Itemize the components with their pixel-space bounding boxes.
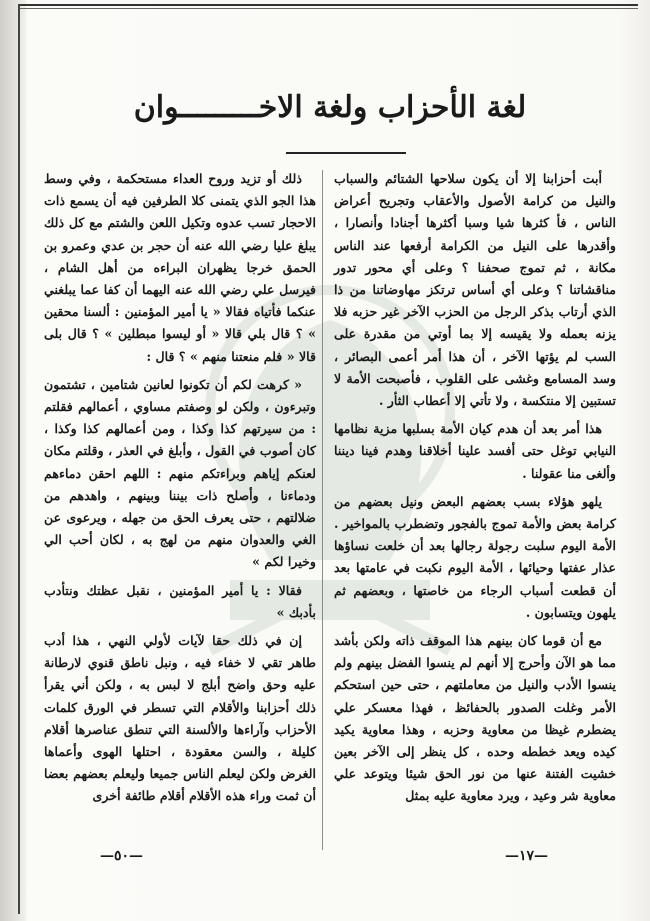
paragraph: فقالا : يا أمير المؤمنين ، نقبل عظتك ونتأدب بأدبك »: [44, 582, 316, 620]
paragraph: مع أن قوما كان بينهم هذا الموقف ذاته ولكن بأشد مما هو الآن وأحرج إلا أنهم لم ينسوا الفضل بينهم ولم ينسوا الأدب والنيل من معاملتهم ، حتى حين استحكم الأمر وغلت الصدور بالحفائظ ، فهذا معسكر علي يضطرم غيظا من معاوية وحزبه ، وهذا معاوية يكيد كيده ويعد خططه وحده ، كل ينظر إلى الآخر بعين خشيت الفتنة عنها من نور الحق شيئا ويتوعد علي معاوية شر وعيد ، ويرد معاوية عليه بمثل: [334, 633, 616, 804]
page-number-left: —٥٠—: [100, 848, 144, 864]
page-binding-shadow: [0, 0, 26, 921]
paragraph: ذلك أو تزيد وروح العداء مستحكمة ، وفي وسط هذا الجو الذي يتمنى كلا الطرفين فيه أن يسمع ذات الاحجار تسب عدوه وتكيل اللعن والشتم مع كل ذلك يبلغ عليا رضي الله عنه أن حجر بن عدي وعمرو بن الحمق خرجا يظهران البراءه من أهل الشام ، فيرسل علي رضي الله عنه اليهما أن كفا عما يبلغني عنكما فأتياه فقالا « يا أمير المؤمنين : ألسنا محقين » ؟ قال بلي قالا « أو ليسوا مبطلين » ؟ قال بلى قالا « فلم منعتنا منهم » ؟ قال :: [44, 171, 316, 364]
page-number-right: —١٧—: [505, 848, 549, 864]
column-divider: [322, 170, 323, 850]
page-border-left: [18, 4, 20, 914]
paragraph: إن في ذلك حقا لآيات لأولي النهي ، هذا أدب طاهر تقي لا خفاء فيه ، ونبل ناطق قنوي لارطانة عليه وحق واضح أبلج لا لبس به ، ولكن أني يقرأ ذلك أحزابنا والأقلام التي تسطر في الورق كلمات الأحزاب وآراءها والألسنة التي تنطق عناصرها أقلام كليلة ، والسن معقودة ، احتلها الهوى وأعماها الغرض ولكن ليعلم الناس جميعا وليعلم بعضهم بعضا أن ثمت وراء هذه الأقلام أقلام طائفة أخرى: [44, 633, 316, 804]
paragraph: يلهو هؤلاء بسب بعضهم البعض ونيل بعضهم من كرامة بعض والأمة تموج بالفجور وتضطرب بالمواخير . الأمة اليوم سلبت رجولة رجالها بعد أن خلعت نساؤها عذار عفتها وحيائها ، الأمة اليوم نكبت في عامتها بعد أن قطعت أسباب الرجاء من خاصتها ، وبعضهم ثم يلهون ويتسابون .: [334, 493, 616, 620]
paragraph: « كرهت لكم أن تكونوا لعانين شتامين ، تشتمون وتبرءون ، ولكن لو وصفتم مساوي ، أعمالهم فقلتم : من سيرتهم كذا وكذا ، ومن أعمالهم كذا وكذا ، كان أصوب في القول ، وأبلغ في العذر ، وقلتم مكان لعنكم إياهم وبراءتكم منهم : اللهم احقن دماءهم ودماءنا ، وأصلح ذات بيننا وبينهم ، واهدهم من ضلالتهم ، حتى يعرف الحق من جهله ، ويرعوى عن الغي والعدوان منهم من لهج به ، لكان أحب الي وخيرا لكم »: [44, 376, 316, 570]
title-underline: [286, 152, 406, 154]
article-title: لغة الأحزاب ولغة الاخـــــــــوان: [133, 90, 527, 125]
left-text-column: [44, 168, 316, 814]
page-border-top-inner: [18, 8, 638, 9]
right-text-column: [334, 168, 616, 814]
page-border-top: [18, 4, 638, 6]
paragraph: هذا أمر بعد أن هدم كيان الأمة بسلبها مزية نظامها النيابي توغل حتى أفسد علينا أخلاقنا وهدم فينا ديننا وألغى منا عقولنا .: [334, 421, 616, 481]
paragraph: أبت أحزابنا إلا أن يكون سلاحها الشتائم والسباب والنيل من كرامة الأصول والأعقاب وتجريح أعراض الناس ، فأ كثرها شيا وسبا أكثرها أجنادا وأنصارا ، وأقدرها على النيل من الكرامة أرفعها عند الناس مكانة ، ثم تموج صحفنا ؟ وعلى أي محور تدور مناقشاتنا ؟ وعلى أي أساس ترتكز مهاوضاتنا من ذا الذي أرتاب بذكر الرجل من الحزب الآخر غير حزبه فلا يزنه بعمله ولا يقيسه إلا بما أوتي من مقدرة على السب لم يؤتها الآخر ، أن هذا أمر أعمى البصائر ، وسد المسامع وغشى على القلوب ، فأصبحت الأمة لا تستبين إلا منتكسة ، ولا تأتي إلا أعطاب الثأر .: [334, 171, 616, 409]
